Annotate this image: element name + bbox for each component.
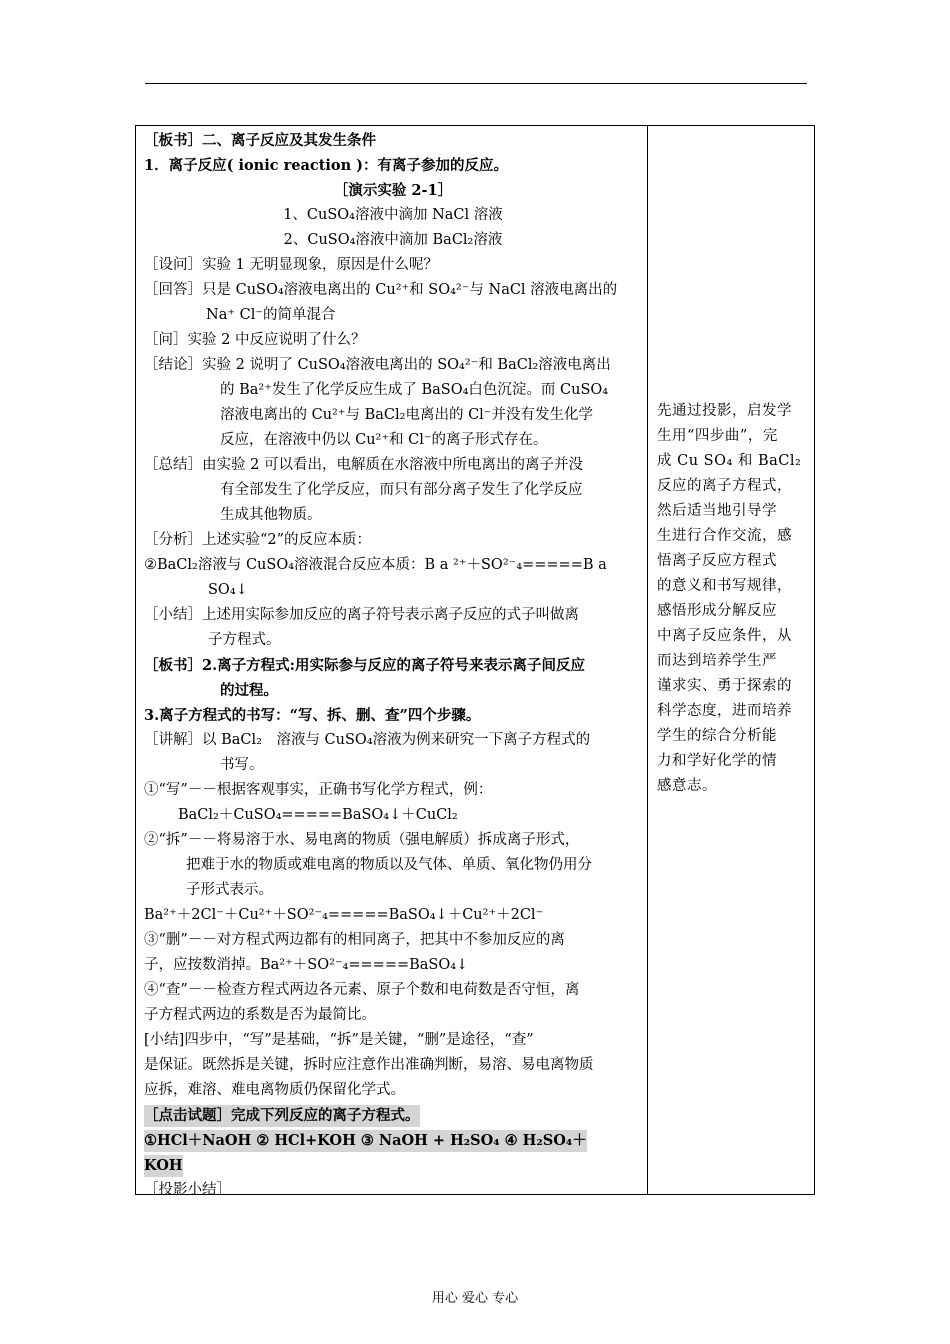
step-delete-line-1: ③“删”－－对方程式两边都有的相同离子，把其中不参加反应的离: [144, 932, 565, 948]
side-note-line: 成 Cu SO₄ 和 BaCl₂: [657, 453, 802, 469]
exercise-items-1: ①HCl＋NaOH ② HCl+KOH ③ NaOH + H₂SO₄ ④ H₂SO₄＋: [144, 1130, 587, 1152]
analysis-line: ［分析］上述实验“2”的反应本质：: [144, 532, 372, 548]
side-note-line: 然后适当地引导学: [657, 503, 777, 519]
side-note-line: 生进行合作交流，感: [657, 528, 792, 544]
exercise-items-2: KOH: [144, 1155, 183, 1177]
answer-line-1: ［回答］只是 CuSO₄溶液电离出的 Cu²⁺和 SO₄²⁻与 NaCl 溶液电离出的: [144, 282, 618, 298]
side-note-line: 的意义和书写规律，: [657, 578, 792, 594]
conclusion-line-2: 的 Ba²⁺发生了化学反应生成了 BaSO₄白色沉淀。而 CuSO₄: [220, 382, 609, 398]
answer-line-2: Na⁺ Cl⁻的简单混合: [206, 307, 336, 323]
side-note-line: 力和学好化学的情: [657, 753, 777, 769]
step-check-line-2: 子方程式两边的系数是否为最简比。: [144, 1007, 376, 1023]
brief-summary-line-1: ［小结］上述用实际参加反应的离子符号表示离子反应的式子叫做离: [144, 607, 579, 623]
header-rule: [145, 83, 807, 84]
side-note-line: 谨求实、勇于探索的: [657, 678, 792, 694]
four-steps-heading: 3.离子方程式的书写：“写、拆、删、查”四个步骤。: [144, 707, 481, 724]
side-note-line: 感意志。: [657, 778, 717, 794]
reaction-essence-line-1: ②BaCl₂溶液与 CuSO₄溶液混合反应本质：B a ²⁺＋SO²⁻₄=====B a: [144, 557, 607, 573]
ionic-equation-definition-1: ［板书］2.离子方程式:用实际参与反应的离子符号来表示离子间反应: [144, 657, 585, 674]
step-check-line-1: ④“查”－－检查方程式两边各元素、原子个数和电荷数是否守恒，离: [144, 982, 580, 998]
step-split-line-3: 子形式表示。: [186, 882, 273, 898]
explanation-line-2: 书写。: [220, 757, 264, 773]
question-1: ［设问］实验 1 无明显现象，原因是什么呢？: [144, 257, 438, 273]
conclusion-line-4: 反应，在溶液中仍以 Cu²⁺和 Cl⁻的离子形式存在。: [220, 432, 548, 448]
side-note-line: 科学态度，进而培养: [657, 703, 792, 719]
experiment-1: 1、CuSO₄溶液中滴加 NaCl 溶液: [283, 207, 503, 223]
exercise-heading: ［点击试题］完成下列反应的离子方程式。: [144, 1105, 420, 1127]
conclusion-line-1: ［结论］实验 2 说明了 CuSO₄溶液电离出的 SO₄²⁻和 BaCl₂溶液电离出: [144, 357, 611, 373]
full-ionic-equation: Ba²⁺＋2Cl⁻＋Cu²⁺＋SO²⁻₄=====BaSO₄↓＋Cu²⁺＋2Cl⁻: [144, 907, 544, 923]
summary-line-1: ［总结］由实验 2 可以看出，电解质在水溶液中所电离出的离子并没: [144, 457, 583, 473]
explanation-line-1: ［讲解］以 BaCl₂ 溶液与 CuSO₄溶液为例来研究一下离子方程式的: [144, 732, 591, 748]
four-steps-summary-3: 应拆，难溶、难电离物质仍保留化学式。: [144, 1082, 405, 1098]
step-split-line-2: 把难于水的物质或难电离的物质以及气体、单质、氧化物仍用分: [186, 857, 592, 873]
board-heading: ［板书］二、离子反应及其发生条件: [144, 132, 376, 149]
side-note-line: 学生的综合分析能: [657, 728, 777, 744]
ionic-equation-definition-2: 的过程。: [220, 682, 278, 699]
question-2: ［问］实验 2 中反应说明了什么？: [144, 332, 366, 348]
conclusion-line-3: 溶液电离出的 Cu²⁺与 BaCl₂电离出的 Cl⁻并没有发生化学: [220, 407, 593, 423]
step-write: ①“写”－－根据客观事实，正确书写化学方程式，例：: [144, 782, 493, 798]
side-note-line: 而达到培养学生严: [657, 653, 777, 669]
side-note-line: 悟离子反应方程式: [657, 553, 777, 569]
brief-summary-line-2: 子方程式。: [208, 632, 281, 648]
main-column: [144, 128, 642, 1203]
four-steps-summary-1: [小结]四步中，“写”是基础，“拆”是关键，“删”是途径，“查”: [144, 1032, 534, 1048]
column-divider: [647, 125, 648, 1195]
side-note-line: 先通过投影，启发学: [657, 403, 792, 419]
page-footer: 用心 爱心 专心: [431, 1291, 519, 1306]
four-steps-summary-2: 是保证。既然拆是关键，拆时应注意作出准确判断，易溶、易电离物质: [144, 1057, 594, 1073]
ionic-reaction-definition: 1．离子反应( ionic reaction )：有离子参加的反应。: [144, 157, 509, 174]
step-delete-line-2: 子，应按数消掉。Ba²⁺＋SO²⁻₄=====BaSO₄↓: [144, 957, 469, 973]
chemical-equation: BaCl₂＋CuSO₄=====BaSO₄↓＋CuCl₂: [178, 807, 458, 823]
reaction-essence-line-2: SO₄↓: [208, 582, 248, 598]
side-note-line: 生用“四步曲”，完: [657, 428, 778, 444]
demo-experiment-title: ［演示实验 2-1］: [333, 182, 453, 199]
side-note-line: 反应的离子方程式，: [657, 478, 792, 494]
summary-line-2: 有全部发生了化学反应，而只有部分离子发生了化学反应: [220, 482, 583, 498]
side-notes-column: [657, 399, 807, 799]
side-note-line: 中离子反应条件，从: [657, 628, 792, 644]
side-note-line: 感悟形成分解反应: [657, 603, 777, 619]
projection-summary: ［投影小结］: [144, 1182, 231, 1198]
step-split-line-1: ②“拆”－－将易溶于水、易电离的物质（强电解质）拆成离子形式，: [144, 832, 580, 848]
experiment-2: 2、CuSO₄溶液中滴加 BaCl₂溶液: [283, 232, 503, 248]
summary-line-3: 生成其他物质。: [220, 507, 322, 523]
